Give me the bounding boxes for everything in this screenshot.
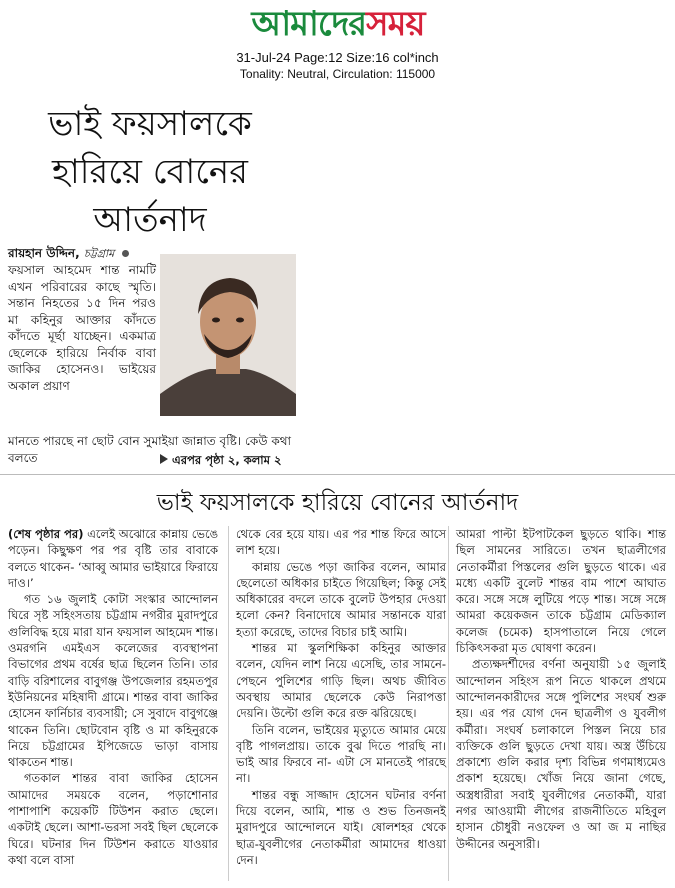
headline-line-1: ভাই ফয়সালকে xyxy=(48,104,252,144)
logo-left: আমাদের xyxy=(251,4,367,44)
byline-location: চট্টগ্রাম xyxy=(83,247,115,260)
lead-paragraph-wide: মানতে পারছে না ছোট বোন সুমাইয়া জান্নাত বৃষ্টি। কেউ কথা বলতে xyxy=(8,434,292,465)
lead-paragraph: ফয়সাল আহমেদ শান্ত নামটি এখন পরিবারের কাছে স্মৃতি। সন্তান নিহতের ১৫ দিন পরও মা কহিনুর আক্তার কাঁদতে কাঁদতে মূর্ছা যাচ্ছেন। একমাত্র ছেলেকে হারিয়ে নির্বাক বাবা জাকির হোসেনও। ভাইয়ের অকাল প্রয়াণ xyxy=(8,263,156,393)
portrait-illustration xyxy=(160,254,296,416)
article-column-2 xyxy=(236,526,446,868)
continued-note xyxy=(160,452,310,471)
portrait-photo xyxy=(160,254,296,416)
main-headline xyxy=(20,100,280,244)
col3-para-2: প্রত্যক্ষদর্শীদের বর্ণনা অনুযায়ী ১৫ জুলাই আন্দোলন সহিংস রূপ নিতে থাকলে প্রথমে আন্দোলনকারীদের সঙ্গে পুলিশের সংঘর্ষ শুরু হয়। এর পর যোগ দেন ছাত্রলীগ ও যুবলীগ কর্মীরা। সংঘর্ষ চলাকালে পিস্তল নিয়ে চার ব্যক্তিকে গুলি ছুড়তে দেখা যায়। অস্ত্র উঁচিয়ে প্রকাশ্যে গুলি করার দৃশ্য বিভিন্ন গণমাধ্যমেও প্রকাশ হয়েছে। খোঁজ নিয়ে জানা গেছে, অস্ত্রধারীরা সবাই যুবলীগের নেতাকর্মী, যারা নগর আওয়ামী লীগের রাজনীতিতে মহিবুল হাসান চৌধুরী নওফেল ও আ জ ম নাছির উদ্দীনের অনুসারী। xyxy=(456,657,666,851)
col2-para-4: তিনি বলেন, ভাইয়ের মৃত্যুতে আমার মেয়ে বৃষ্টি পাগলপ্রায়। তাকে বুঝ দিতে পারছি না। ভাই আর ফিরবে না- এটা সে মানতেই পারছে না। xyxy=(236,722,446,786)
column-rule-2 xyxy=(448,526,449,881)
col2-para-5: শান্তর বন্ধু সাজ্জাদ হোসেন ঘটনার বর্ণনা দিয়ে বলেন, আমি, শান্ত ও শুভ তিনজনই মুরাদপুরে আন্দোলনে যাই। ষোলশহর থেকে ছাত্র-যুবলীগের নেতাকর্মীরা আমাদের ধাওয়া দেন। xyxy=(236,787,446,867)
column-rule-1 xyxy=(228,526,229,881)
headline-line-3: আর্তনাদ xyxy=(93,200,207,240)
col1-para-2: গত ১৬ জুলাই কোটা সংস্কার আন্দোলন ঘিরে সৃষ্ট সহিংসতায় চট্টগ্রাম নগরীর মুরাদপুরে গুলিবিদ্ধ হয়ে মারা যান ফয়সাল আহমেদ শান্ত। ওমরগনি এমইএস কলেজের ব্যবস্থাপনা বিভাগের প্রথম বর্ষের ছাত্র ছিলেন তিনি। তার বাড়ি বরিশালের বাবুগঞ্জ উপজেলার রহমতপুর ইউনিয়নের মহিষাদী গ্রামে। শান্তর বাবা জাকির হোসেন ফার্নিচার ব্যবসায়ী; সে সুবাদে বাবুগঞ্জে থাকেন তিনি। ছোটবোন বৃষ্টি ও মা কহিনুরকে নিয়ে চট্টগ্রামের ইপিজেডে ভাড়া বাসায় থাকতেন শান্ত। xyxy=(8,592,218,770)
col1-para-1-text: এলেই অঝোরে কান্নায় ভেঙে পড়েন। কিছুক্ষণ পর পর বৃষ্টি তার বাবাকে বলতে থাকেন- ‘আব্বু আমার ভাইয়ারে ফিরায়ে দাও।’ xyxy=(8,527,219,590)
continuation-tag: (শেষ পৃষ্ঠার পর) xyxy=(8,527,84,541)
article-column-1 xyxy=(8,526,218,868)
continued-label: এরপর পৃষ্ঠা ২, কলাম ২ xyxy=(172,453,282,467)
clipping-meta-line2: Tonality: Neutral, Circulation: 115000 xyxy=(239,67,436,81)
col3-para-1: আমরা পাল্টা ইটপাটকেল ছুড়তে থাকি। শান্ত ছিল সামনের সারিতে। তখন ছাত্রলীগের নেতাকর্মীরা পিস্তলের গুলি ছুড়তে থাকে। এর মধ্যে একটি বুলেট শান্তর বাম পাশে আঘাত করে। সঙ্গে সঙ্গে লুটিয়ে পড়ে শান্ত। সঙ্গে সঙ্গে আমরা কয়েকজন তাকে চট্টগ্রাম মেডিক্যাল কলেজ (চমেক) হাসপাতালে নিয়ে গেলে চিকিৎসকরা মৃত ঘোষণা করেন। xyxy=(456,527,666,656)
col1-para-1 xyxy=(8,526,218,591)
byline-name: রায়হান উদ্দিন, xyxy=(8,246,80,260)
col2-para-1: থেকে বের হয়ে যায়। এর পর শান্ত ফিরে আসে লাশ হয়ে। xyxy=(236,527,446,558)
col1-para-3: গতকাল শান্তর বাবা জাকির হোসেন আমাদের সময়কে বলেন, পড়াশোনার পাশাপাশি কয়েকটি টিউশন করাত ছেলে। একটাই ছেলে। আশা-ভরসা সবই ছিল ছেলেকে ঘিরে। ঘটনার দিন টিউশন করাতে যাওয়ার কথা বলে বাসা xyxy=(8,771,218,867)
section-divider xyxy=(0,474,675,475)
continuation-headline: ভাই ফয়সালকে হারিয়ে বোনের আর্তনাদ xyxy=(156,490,519,516)
newspaper-logo xyxy=(200,2,476,46)
clipping-meta-line1: 31-Jul-24 Page:12 Size:16 col*inch xyxy=(236,50,439,65)
headline-line-2: হারিয়ে বোনের xyxy=(52,152,248,192)
logo-right: সময় xyxy=(366,4,425,44)
article-column-3 xyxy=(456,526,666,852)
masthead xyxy=(0,0,675,48)
col2-para-3: শান্তর মা স্কুলশিক্ষিকা কহিনুর আক্তার বলেন, যেদিন লাশ নিয়ে এসেছি, তার সামনে-পেছনে পুলিশের গাড়ি ছিল। অথচ জীবিত অবস্থায় আমার ছেলেকে কেউ নিরাপত্তা দেয়নি। উল্টো গুলি করে রক্ত ঝরিয়েছে। xyxy=(236,641,446,721)
bullet-icon xyxy=(122,250,129,257)
col2-para-2: কান্নায় ভেঙে পড়া জাকির বলেন, আমার ছেলেতো অধিকার চাইতে গিয়েছিল; কিন্তু সেই অধিকারের বদলে তাকে বুলেট উপহার দেওয়া হলো কেন? বিনাদোষে আমার সন্তানকে যারা হত্যা করেছে, তাদের বিচার চাই আমি। xyxy=(236,559,446,639)
arrow-right-icon xyxy=(160,454,168,464)
